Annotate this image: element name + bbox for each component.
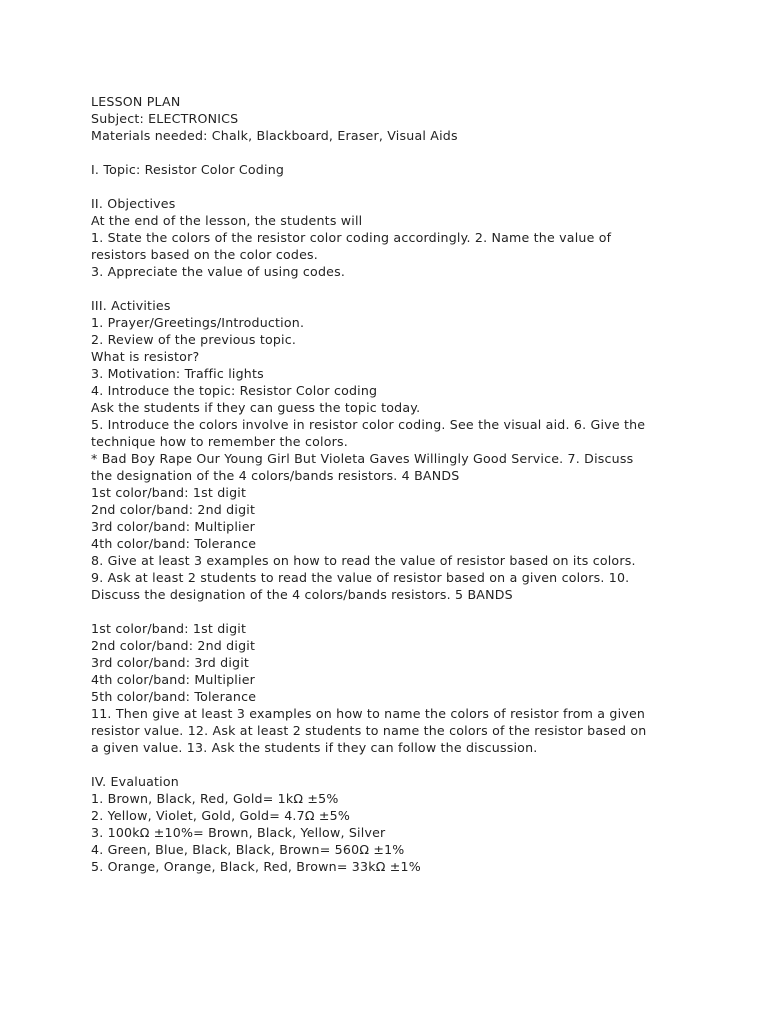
text-line: 8. Give at least 3 examples on how to read the value of resistor based on its colors. xyxy=(91,553,636,568)
text-line: 1. Brown, Black, Red, Gold= 1kΩ ±5% xyxy=(91,791,339,806)
text-line: a given value. 13. Ask the students if they can follow the discussion. xyxy=(91,740,538,755)
text-line: resistor value. 12. Ask at least 2 students to name the colors of the resistor based on xyxy=(91,723,647,738)
text-line: 3. Appreciate the value of using codes. xyxy=(91,264,346,279)
text-line: 1st color/band: 1st digit xyxy=(91,485,247,500)
text-line: 1st color/band: 1st digit xyxy=(91,621,247,636)
lesson-plan-document xyxy=(91,93,731,875)
text-line: Discuss the designation of the 4 colors/bands resistors. 5 BANDS xyxy=(91,587,513,602)
text-line: Ask the students if they can guess the topic today. xyxy=(91,400,421,415)
text-line: 4th color/band: Multiplier xyxy=(91,672,256,687)
spacer xyxy=(91,280,731,297)
text-line: 2. Yellow, Violet, Gold, Gold= 4.7Ω ±5% xyxy=(91,808,350,823)
text-line: resistors based on the color codes. xyxy=(91,247,318,262)
text-line: 5. Introduce the colors involve in resistor color coding. See the visual aid. 6. Give the xyxy=(91,417,646,432)
text-line: 11. Then give at least 3 examples on how to name the colors of resistor from a given xyxy=(91,706,646,721)
evaluation-heading: IV. Evaluation xyxy=(91,774,179,789)
spacer xyxy=(91,603,731,620)
text-line: 3. Motivation: Traffic lights xyxy=(91,366,264,381)
text-line: 4. Green, Blue, Black, Black, Brown= 560Ω ±1% xyxy=(91,842,405,857)
document-title: LESSON PLAN xyxy=(91,94,181,109)
text-line: 2. Review of the previous topic. xyxy=(91,332,297,347)
activities-heading: III. Activities xyxy=(91,298,171,313)
text-line: 9. Ask at least 2 students to read the value of resistor based on a given colors. 10. xyxy=(91,570,630,585)
text-line: 1. State the colors of the resistor color coding accordingly. 2. Name the value of xyxy=(91,230,612,245)
spacer xyxy=(91,178,731,195)
text-line: What is resistor? xyxy=(91,349,200,364)
subject-line: Subject: ELECTRONICS xyxy=(91,111,239,126)
text-line: 5. Orange, Orange, Black, Red, Brown= 33kΩ ±1% xyxy=(91,859,421,874)
text-line: At the end of the lesson, the students will xyxy=(91,213,363,228)
section-header xyxy=(91,93,731,144)
text-line: technique how to remember the colors. xyxy=(91,434,348,449)
spacer xyxy=(91,756,731,773)
section-evaluation xyxy=(91,773,731,875)
text-line: 1. Prayer/Greetings/Introduction. xyxy=(91,315,305,330)
topic-heading: I. Topic: Resistor Color Coding xyxy=(91,162,285,177)
materials-line: Materials needed: Chalk, Blackboard, Eraser, Visual Aids xyxy=(91,128,458,143)
section-topic xyxy=(91,161,731,178)
text-line: * Bad Boy Rape Our Young Girl But Violeta Gaves Willingly Good Service. 7. Discuss xyxy=(91,451,634,466)
section-five-bands xyxy=(91,620,731,756)
text-line: 2nd color/band: 2nd digit xyxy=(91,638,256,653)
text-line: 3rd color/band: Multiplier xyxy=(91,519,256,534)
spacer xyxy=(91,144,731,161)
section-objectives xyxy=(91,195,731,280)
text-line: 3. 100kΩ ±10%= Brown, Black, Yellow, Silver xyxy=(91,825,386,840)
text-line: the designation of the 4 colors/bands resistors. 4 BANDS xyxy=(91,468,460,483)
text-line: 4th color/band: Tolerance xyxy=(91,536,257,551)
text-line: 5th color/band: Tolerance xyxy=(91,689,257,704)
text-line: 3rd color/band: 3rd digit xyxy=(91,655,250,670)
section-activities xyxy=(91,297,731,603)
text-line: 4. Introduce the topic: Resistor Color coding xyxy=(91,383,378,398)
objectives-heading: II. Objectives xyxy=(91,196,176,211)
text-line: 2nd color/band: 2nd digit xyxy=(91,502,256,517)
